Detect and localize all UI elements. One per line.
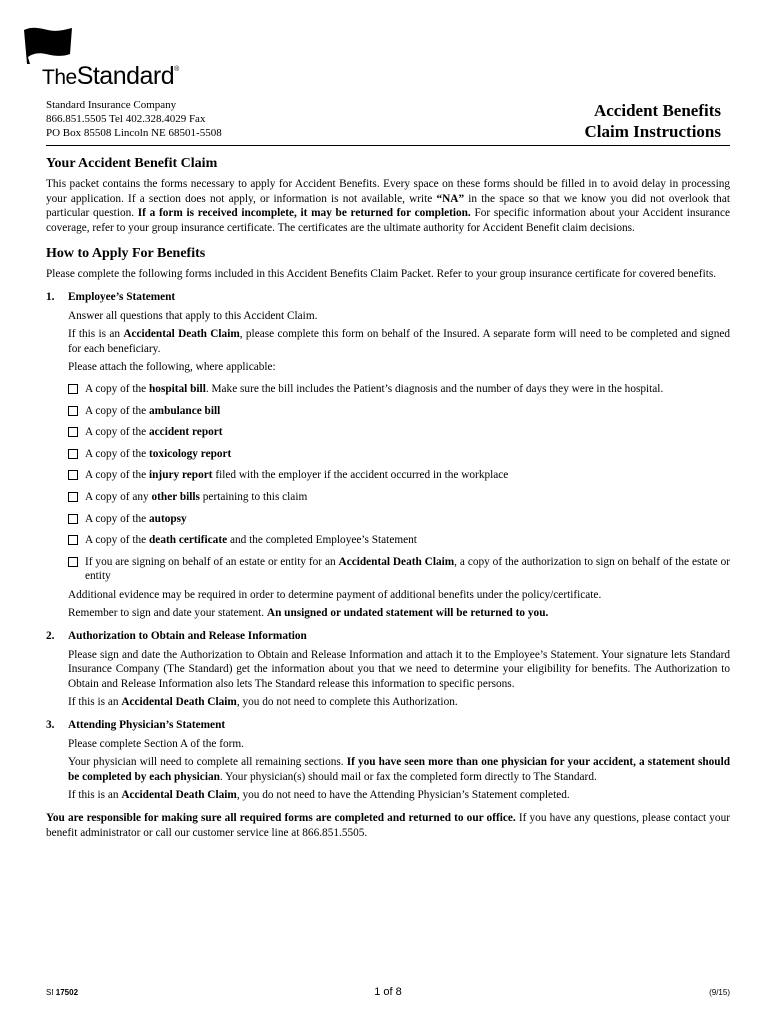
text-bold: An unsigned or undated statement will be returned to you.	[266, 607, 549, 620]
flag-logo-icon	[22, 24, 74, 64]
item-line: Please sign and date the Authorization to Obtain and Release Information and attach it to the Employee’s Statement. Your signature lets Standard Insurance Company (The Standard) get the information about you that we need to determine your eligibility for benefits. The Authorization to Obtain and Release Information also lets The Standard release this information to specific persons.	[68, 648, 730, 690]
text-span: , you do not need to complete this Authorization.	[236, 696, 458, 709]
text-span: A copy of the	[85, 426, 150, 439]
company-name: Standard Insurance Company	[46, 99, 177, 111]
text-bold: death certificate	[149, 534, 228, 547]
item-line	[68, 695, 730, 710]
company-phone: 866.851.5505 Tel 402.328.4029 Fax	[46, 113, 206, 125]
text-bold: Accidental Death Claim	[123, 328, 240, 341]
text-bold: accident report	[149, 426, 223, 439]
instruction-item-1	[46, 290, 730, 621]
item-line: Please complete Section A of the form.	[68, 737, 245, 750]
text-span: A copy of the	[85, 512, 150, 525]
page-content	[46, 155, 730, 840]
text-bold: hospital bill	[149, 382, 206, 395]
section-heading-claim: Your Accident Benefit Claim	[46, 156, 218, 171]
checklist-item-toxicology-report	[68, 447, 730, 462]
text-bold: Accidental Death Claim	[338, 555, 455, 568]
text-span: A copy of any	[85, 490, 152, 503]
logo-registered: ®	[174, 66, 179, 73]
item-line: Answer all questions that apply to this Accident Claim.	[68, 309, 318, 322]
title-line-2: Claim Instructions	[584, 122, 721, 141]
text-span: , a copy of the authorization to sign on behalf of the estate or entity	[85, 555, 730, 583]
text-bold: Accidental Death Claim	[121, 789, 237, 802]
checkbox[interactable]	[68, 406, 78, 416]
text-span: Remember to sign and date your statement.	[68, 607, 267, 620]
checklist-item-ambulance-bill	[68, 404, 730, 419]
closing-paragraph	[46, 811, 730, 840]
text-span: If you are signing on behalf of an estate or entity for an	[85, 555, 339, 568]
text-span: pertaining to this claim	[199, 490, 308, 503]
item-line: Additional evidence may be required in order to determine payment of additional benefits under the policy/certificate.	[68, 588, 602, 601]
logo-standard: Standard	[76, 62, 175, 90]
text-span: . Your physician(s) should mail or fax the completed form directly to The Standard.	[219, 770, 597, 783]
text-bold: toxicology report	[149, 447, 232, 460]
checklist-item-hospital-bill	[68, 382, 730, 397]
instruction-item-2	[46, 629, 730, 710]
checklist-item-death-certificate	[68, 533, 730, 548]
text-span: A copy of the	[85, 404, 150, 417]
form-prefix: SI	[46, 988, 56, 997]
page-number: 1 of 8	[374, 986, 402, 998]
item-title: Employee’s Statement	[68, 290, 176, 303]
claim-na: “NA”	[436, 192, 465, 205]
text-span: , you do not need to have the Attending Physician’s Statement completed.	[236, 789, 570, 802]
section-heading-apply: How to Apply For Benefits	[46, 246, 206, 262]
claim-text-1: This packet contains the forms necessary to apply for Accident Benefits. Every space on these forms should be filled in to avoid delay in processing your application. If a section does not apply, or information is not available, write	[46, 178, 730, 205]
apply-intro: Please complete the following forms included in this Accident Benefits Claim Packet. Refer to your group insurance certificate for covered benefits.	[46, 268, 717, 281]
text-span: If this is an	[68, 696, 122, 709]
title-line-1: Accident Benefits	[593, 101, 721, 120]
company-logo	[42, 64, 179, 89]
instruction-item-3	[46, 718, 730, 803]
item-number: 3.	[46, 719, 55, 732]
item-title: Authorization to Obtain and Release Information	[68, 630, 307, 643]
text-bold: autopsy	[149, 512, 187, 525]
text-bold: ambulance bill	[149, 404, 221, 417]
text-span: filed with the employer if the accident occurred in the workplace	[212, 469, 509, 482]
checkbox[interactable]	[68, 427, 78, 437]
checklist-item-other-bills	[68, 490, 730, 505]
text-span: Your physician will need to complete all remaining sections.	[68, 756, 347, 769]
checklist-item-accident-report	[68, 425, 730, 440]
logo-the: The	[42, 66, 77, 89]
item-line	[68, 788, 730, 803]
text-bold: injury report	[149, 469, 213, 482]
item-line	[68, 606, 730, 621]
document-title	[585, 100, 721, 142]
checkbox[interactable]	[68, 514, 78, 524]
item-line	[68, 327, 730, 356]
text-bold: Accidental Death Claim	[121, 696, 237, 709]
claim-text-2: in the space so that we know you did not overlook that particular question.	[46, 192, 730, 220]
item-number: 2.	[46, 630, 55, 643]
checklist-item-autopsy	[68, 512, 730, 527]
text-span: and the completed Employee’s Statement	[227, 534, 417, 547]
company-address: PO Box 85508 Lincoln NE 68501-5508	[46, 127, 222, 139]
checklist-item-injury-report	[68, 468, 730, 483]
form-number-value: 17502	[55, 988, 79, 997]
claim-text-bold: If a form is received incomplete, it may be returned for completion.	[137, 207, 471, 220]
text-span: If this is an	[68, 789, 122, 802]
checkbox[interactable]	[68, 384, 78, 394]
text-span: A copy of the	[85, 447, 150, 460]
closing-text: If you have any questions, please contact your benefit administrator or call our customer service line at 866.851.5505.	[46, 812, 730, 839]
company-info	[46, 98, 222, 140]
item-number: 1.	[46, 290, 55, 303]
item-line	[68, 755, 730, 784]
item-title: Attending Physician’s Statement	[68, 719, 226, 732]
item-line: Please attach the following, where applicable:	[68, 361, 276, 374]
text-bold: If you have seen more than one physician for your accident, a statement should be completed by each physician	[68, 756, 730, 783]
text-span: A copy of the	[85, 534, 150, 547]
text-span: A copy of the	[85, 382, 150, 395]
checkbox[interactable]	[68, 557, 78, 567]
checkbox[interactable]	[68, 535, 78, 545]
text-span: A copy of the	[85, 469, 150, 482]
header-divider	[46, 145, 730, 146]
text-span: If this is an	[68, 328, 124, 341]
checklist-item-estate-authorization	[68, 555, 730, 584]
checkbox[interactable]	[68, 449, 78, 459]
revision-date: (9/15)	[709, 988, 730, 997]
checkbox[interactable]	[68, 492, 78, 502]
closing-bold: You are responsible for making sure all required forms are completed and returned to our office.	[46, 812, 516, 824]
text-bold: other bills	[151, 490, 200, 503]
text-span: . Make sure the bill includes the Patient’s diagnosis and the number of days they were in the hospital.	[205, 382, 664, 395]
claim-paragraph	[46, 177, 730, 235]
claim-text-3: For specific information about your Accident insurance coverage, refer to your group insurance certificate. The certificates are the ultimate authority for Accident Benefit claim decisions.	[46, 207, 730, 234]
text-span: , please complete this form on behalf of the Insured. A separate form will need to be completed and signed for each beneficiary.	[68, 328, 730, 355]
checkbox[interactable]	[68, 470, 78, 480]
